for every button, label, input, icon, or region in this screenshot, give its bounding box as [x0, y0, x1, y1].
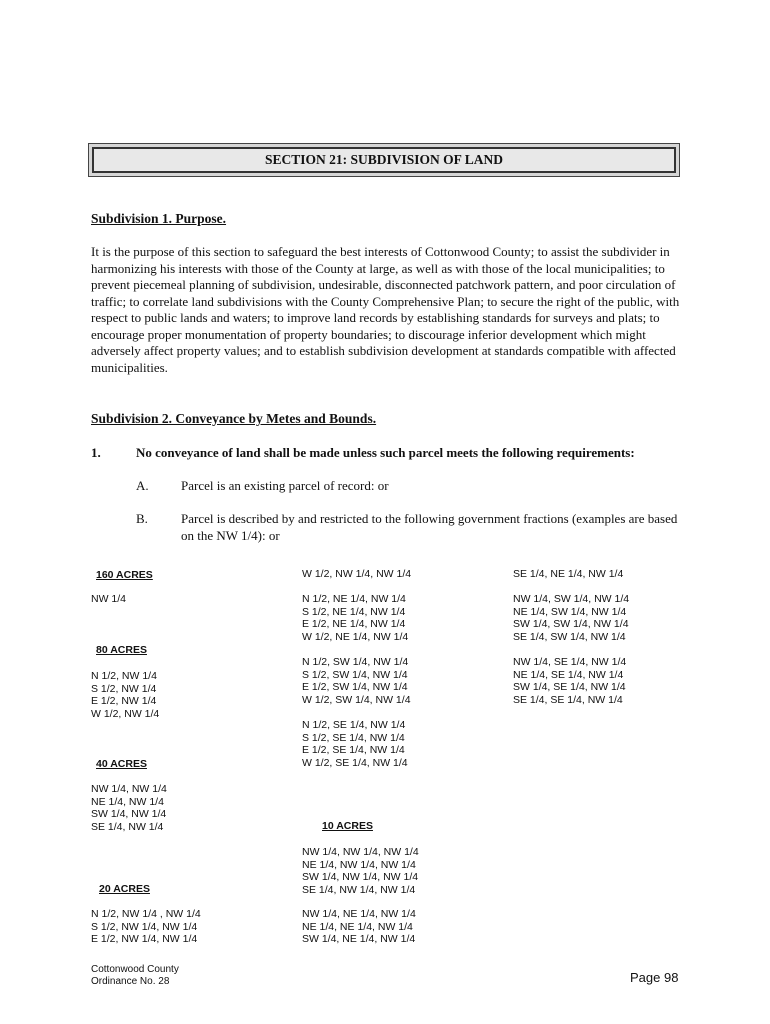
- list-item: SW 1/4, NE 1/4, NW 1/4: [302, 933, 416, 946]
- col2-group-d: [302, 719, 408, 769]
- purpose-paragraph: It is the purpose of this section to safeguard the best interests of Cottonwood County; to assist the subdivider in harmonizing his interests with those of the County at large, as well as with those of the local municipalities; to prevent piecemeal planning of subdivision, undesirable, disconnected patchwork pattern, and poor circulation of traffic; to correlate land subdivisions with the County Comprehensive Plan; to secure the right of the public, with respect to public lands and waters; to improve land records by establishing standards for surveys and plats; to encourage proper monumentation of property boundaries; to discourage inferior development which might adversely affect property values; and to establish subdivision development at standards compatible with affected municipalities.: [91, 244, 680, 375]
- list-item: NW 1/4, NW 1/4: [91, 783, 167, 795]
- list-item: N 1/2, NE 1/4, NW 1/4: [302, 593, 406, 605]
- acres-80-heading: 80 ACRES: [96, 644, 147, 656]
- list-item: NE 1/4, NE 1/4, NW 1/4: [302, 920, 413, 933]
- list-item: E 1/2, NW 1/4, NW 1/4: [91, 933, 198, 946]
- list-item: E 1/2, NW 1/4: [91, 695, 157, 708]
- page-number: Page 98: [630, 970, 679, 985]
- list-item: S 1/2, NW 1/4: [91, 682, 157, 695]
- col2-group-e: [302, 846, 419, 896]
- list-item: SE 1/4, NE 1/4, NW 1/4: [513, 568, 624, 580]
- col3-group-c: [513, 656, 626, 706]
- col3-group-a: [513, 568, 623, 581]
- list-item: NW 1/4, NW 1/4, NW 1/4: [302, 846, 419, 858]
- acres-40-heading: 40 ACRES: [96, 758, 147, 770]
- acres-10-heading: 10 ACRES: [322, 820, 373, 832]
- list-item: SE 1/4, SW 1/4, NW 1/4: [513, 630, 626, 643]
- list-item: SW 1/4, NW 1/4: [91, 808, 167, 821]
- footer-county: Cottonwood County: [91, 964, 179, 975]
- col2-group-b: [302, 593, 408, 643]
- list-item: W 1/2, SE 1/4, NW 1/4: [302, 756, 408, 769]
- list-item: SE 1/4, NW 1/4: [91, 820, 164, 833]
- footer-ordinance: Ordinance No. 28: [91, 976, 170, 987]
- item-b-letter: B.: [136, 511, 148, 526]
- list-item: NW 1/4: [91, 593, 127, 605]
- list-item: NE 1/4, SW 1/4, NW 1/4: [513, 605, 627, 618]
- requirement-text: No conveyance of land shall be made unless such parcel meets the following requirements:: [136, 445, 635, 460]
- list-item: NW 1/4, NE 1/4, NW 1/4: [302, 908, 416, 920]
- list-item: W 1/2, NW 1/4: [91, 707, 160, 720]
- subdivision-2-heading: Subdivision 2. Conveyance by Metes and Bounds.: [91, 411, 377, 426]
- acres-20-list: [91, 908, 201, 946]
- list-item: W 1/2, NW 1/4, NW 1/4: [302, 568, 412, 580]
- requirement-number: 1.: [91, 445, 101, 460]
- list-item: S 1/2, SE 1/4, NW 1/4: [302, 731, 405, 744]
- list-item: N 1/2, NW 1/4 , NW 1/4: [91, 908, 201, 920]
- acres-20-heading: 20 ACRES: [99, 883, 150, 895]
- section-title: SECTION 21: SUBDIVISION OF LAND: [92, 147, 676, 173]
- list-item: SW 1/4, SW 1/4, NW 1/4: [513, 618, 629, 631]
- col2-group-f: [302, 908, 416, 946]
- list-item: SW 1/4, NW 1/4, NW 1/4: [302, 871, 419, 884]
- section-title-box: [88, 143, 680, 177]
- list-item: N 1/2, SE 1/4, NW 1/4: [302, 719, 406, 731]
- item-a-letter: A.: [136, 478, 149, 493]
- list-item: S 1/2, NE 1/4, NW 1/4: [302, 605, 406, 618]
- list-item: S 1/2, SW 1/4, NW 1/4: [302, 668, 408, 681]
- item-a-text: Parcel is an existing parcel of record: or: [181, 478, 389, 493]
- list-item: E 1/2, SW 1/4, NW 1/4: [302, 681, 408, 694]
- list-item: SW 1/4, SE 1/4, NW 1/4: [513, 681, 626, 694]
- list-item: NW 1/4, SE 1/4, NW 1/4: [513, 656, 627, 668]
- subdivision-1-heading: Subdivision 1. Purpose.: [91, 211, 227, 226]
- acres-160-list: [91, 593, 126, 606]
- list-item: N 1/2, SW 1/4, NW 1/4: [302, 656, 409, 668]
- acres-40-list: [91, 783, 167, 833]
- list-item: W 1/2, SW 1/4, NW 1/4: [302, 693, 411, 706]
- list-item: W 1/2, NE 1/4, NW 1/4: [302, 630, 409, 643]
- list-item: E 1/2, NE 1/4, NW 1/4: [302, 618, 406, 631]
- list-item: E 1/2, SE 1/4, NW 1/4: [302, 744, 405, 757]
- col3-group-b: [513, 593, 629, 643]
- col2-group-c: [302, 656, 411, 706]
- list-item: SE 1/4, SE 1/4, NW 1/4: [513, 693, 623, 706]
- list-item: NW 1/4, SW 1/4, NW 1/4: [513, 593, 630, 605]
- list-item: SE 1/4, NW 1/4, NW 1/4: [302, 883, 416, 896]
- list-item: S 1/2, NW 1/4, NW 1/4: [91, 920, 198, 933]
- item-b-text: Parcel is described by and restricted to the following government fractions (examples are based on the NW 1/4): or: [181, 511, 678, 543]
- list-item: NE 1/4, NW 1/4: [91, 795, 164, 808]
- list-item: N 1/2, NW 1/4: [91, 670, 157, 682]
- acres-160-heading: 160 ACRES: [96, 569, 153, 581]
- list-item: NE 1/4, SE 1/4, NW 1/4: [513, 668, 624, 681]
- list-item: NE 1/4, NW 1/4, NW 1/4: [302, 858, 416, 871]
- col2-group-a: [302, 568, 411, 581]
- acres-80-list: [91, 670, 159, 720]
- footer-left: [91, 964, 179, 988]
